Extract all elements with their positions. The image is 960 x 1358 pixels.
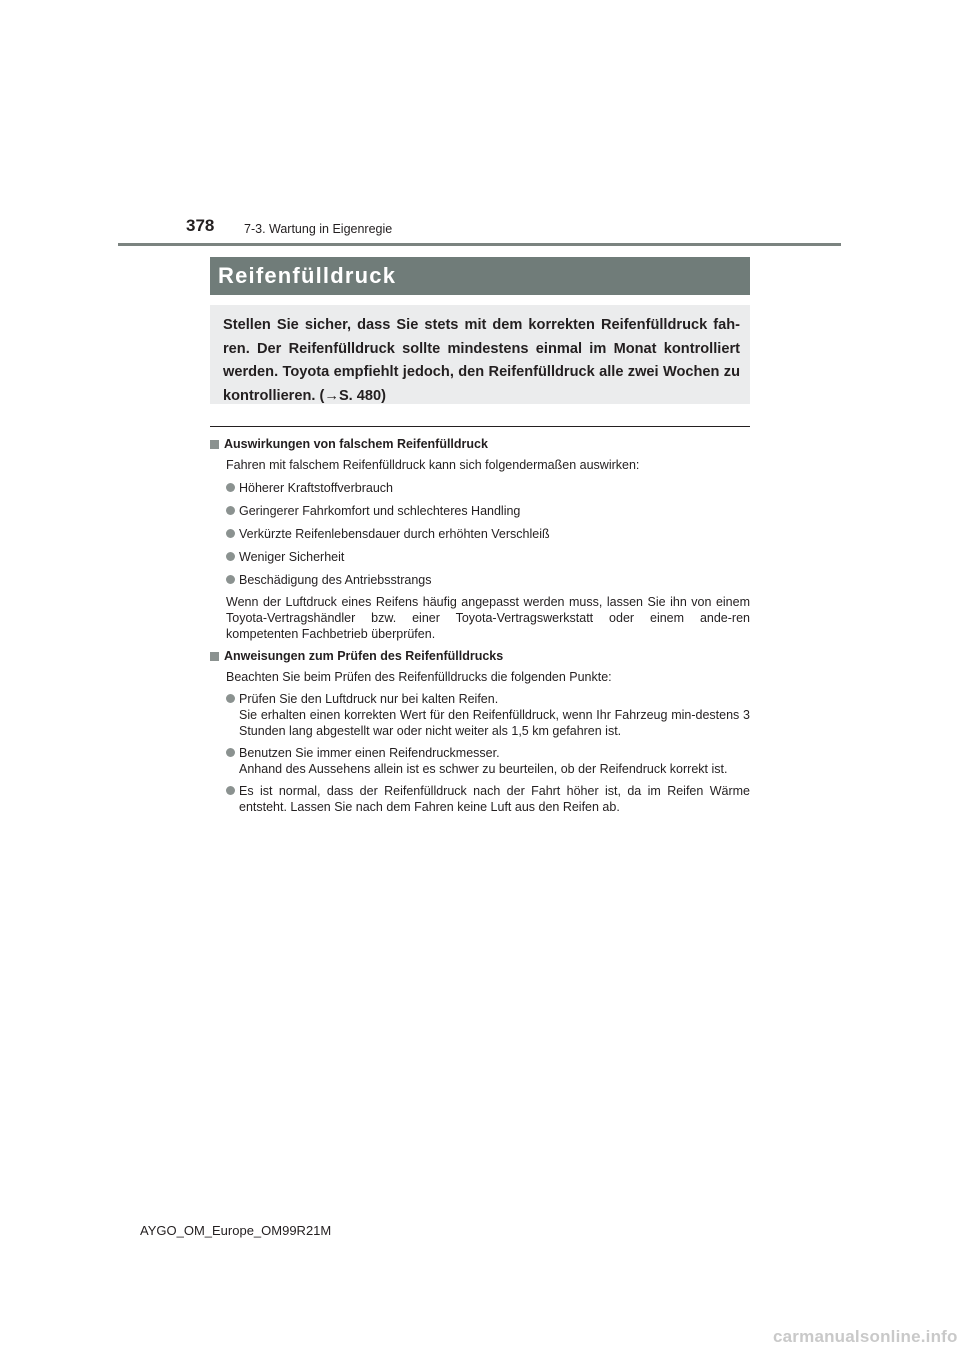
- section-heading-text: Auswirkungen von falschem Reifenfülldruck: [224, 437, 488, 451]
- section-heading-effects: [210, 436, 750, 452]
- footer-code: AYGO_OM_Europe_OM99R21M: [140, 1223, 332, 1238]
- section-header: 7-3. Wartung in Eigenregie: [244, 222, 393, 236]
- header-rule: [118, 243, 841, 246]
- circle-bullet-icon: [226, 786, 235, 795]
- section-outro: Wenn der Luftdruck eines Reifens häufig angepasst werden muss, lassen Sie ihn von einem Toyota-Vertragshändler bzw. einer Toyota-Vertragswerkstatt oder einem ande-ren kompetenten Fachbetrieb überprüfen.: [226, 595, 750, 641]
- section-heading-text: Anweisungen zum Prüfen des Reifenfülldrucks: [224, 649, 504, 663]
- list-item-text: Verkürzte Reifenlebensdauer durch erhöhten Verschleiß: [239, 527, 550, 541]
- list-item: [210, 549, 750, 565]
- section-intro: Fahren mit falschem Reifenfülldruck kann sich folgendermaßen auswirken:: [226, 458, 640, 472]
- circle-bullet-icon: [226, 694, 235, 703]
- list-item: [210, 503, 750, 519]
- list-item-line: Es ist normal, dass der Reifenfülldruck nach der Fahrt höher ist, da im Reifen Wärme entsteht. Lassen Sie nach dem Fahren keine Luft aus den Reifen ab.: [239, 784, 750, 814]
- circle-bullet-icon: [226, 506, 235, 515]
- content: [210, 436, 750, 815]
- section-intro: Beachten Sie beim Prüfen des Reifenfülldrucks die folgenden Punkte:: [226, 670, 612, 684]
- list-item-text: [239, 691, 750, 739]
- list-item-text: Höherer Kraftstoffverbrauch: [239, 481, 394, 495]
- circle-bullet-icon: [226, 575, 235, 584]
- section-heading-instructions: [210, 648, 750, 664]
- intro-box: [210, 305, 750, 404]
- intro-divider: [210, 426, 750, 427]
- list-item-text: Beschädigung des Antriebsstrangs: [239, 573, 432, 587]
- list-item-line: Prüfen Sie den Luftdruck nur bei kalten Reifen.: [239, 692, 499, 706]
- page-title: Reifenfülldruck: [218, 263, 397, 288]
- square-bullet-icon: [210, 652, 219, 661]
- list-item-line: Benutzen Sie immer einen Reifendruckmesser.: [239, 746, 500, 760]
- list-item-text: Weniger Sicherheit: [239, 550, 345, 564]
- square-bullet-icon: [210, 440, 219, 449]
- list-item: [210, 783, 750, 815]
- circle-bullet-icon: [226, 483, 235, 492]
- circle-bullet-icon: [226, 552, 235, 561]
- circle-bullet-icon: [226, 748, 235, 757]
- page-number: 378: [186, 216, 215, 235]
- list-item-detail: Anhand des Aussehens allein ist es schwer zu beurteilen, ob der Reifendruck korrekt ist.: [239, 762, 728, 776]
- list-item-text: [239, 783, 750, 815]
- list-item-text: Geringerer Fahrkomfort und schlechteres Handling: [239, 504, 521, 518]
- title-bar: [210, 257, 750, 295]
- intro-text: Stellen Sie sicher, dass Sie stets mit dem korrekten Reifenfülldruck fah-ren. Der Reifenfülldruck sollte mindestens einmal im Monat kontrolliert werden. Toyota empfiehlt jedoch, den Reifenfülldruck alle zwei Wochen zu kontrollieren. (→S. 480): [223, 317, 740, 404]
- list-item: [210, 526, 750, 542]
- list-item: [210, 745, 750, 777]
- list-item: [210, 572, 750, 588]
- list-item-detail: Sie erhalten einen korrekten Wert für den Reifenfülldruck, wenn Ihr Fahrzeug min-destens 3 Stunden lang abgestellt war oder nicht weiter als 1,5 km gefahren ist.: [239, 708, 750, 738]
- circle-bullet-icon: [226, 529, 235, 538]
- watermark: carmanualsonline.info: [773, 1327, 958, 1346]
- list-item: [210, 691, 750, 739]
- list-item: [210, 480, 750, 496]
- list-item-text: [239, 745, 750, 777]
